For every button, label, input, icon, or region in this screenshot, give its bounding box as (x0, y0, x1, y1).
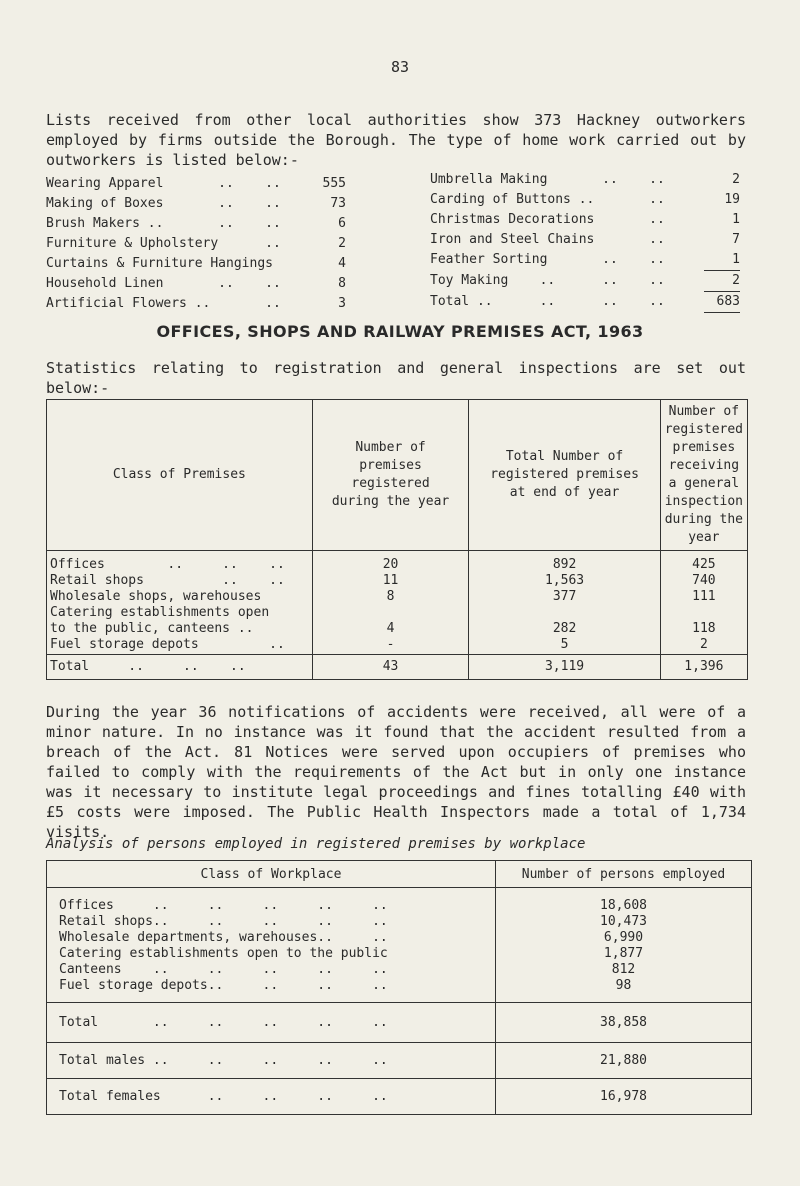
work-type: Total .. .. .. .. (430, 294, 665, 309)
cell (312, 604, 469, 620)
cell: 5 (469, 636, 660, 654)
cell: 18,608 (600, 898, 647, 913)
cell: 11 (312, 572, 469, 588)
work-type: Furniture & Upholstery .. (46, 236, 281, 251)
table-row (47, 572, 748, 588)
work-type: Iron and Steel Chains .. (430, 232, 665, 247)
table-females-row (47, 1079, 752, 1115)
row-label: Total males .. .. .. .. .. (47, 1043, 496, 1079)
row-label: Retail shops .. .. (50, 572, 285, 588)
cell: 892 (469, 551, 660, 573)
intro-paragraph: Lists received from other local authorities show 373 Hackney outworkers employed by firms outside the Borough. The type of home work carried out by outworkers is listed below:- (46, 111, 746, 169)
page-number: 83 (390, 58, 410, 76)
work-count: 3 (338, 296, 346, 311)
work-count: 8 (338, 276, 346, 291)
premises-table (46, 399, 748, 680)
work-count: 2 (732, 172, 740, 187)
list-item (430, 230, 740, 250)
workplace-table (46, 860, 752, 1115)
work-count: 555 (322, 176, 346, 191)
row-label: Fuel storage depots .. (50, 637, 285, 653)
column-header: Number of registered premises receiving a general inspection during the year (660, 400, 747, 551)
work-count: 4 (338, 256, 346, 271)
work-type: Brush Makers .. .. .. (46, 216, 281, 231)
row-label: Offices .. .. .. .. .. (59, 898, 388, 913)
work-type: Umbrella Making .. .. (430, 172, 665, 187)
cell: 20 (312, 551, 469, 573)
list-item (430, 210, 740, 230)
cell: 740 (660, 572, 747, 588)
cell: 10,473 (600, 914, 647, 929)
row-label: Catering establishments open to the public (59, 946, 388, 961)
table-row (47, 551, 748, 573)
work-count: 73 (330, 196, 346, 211)
list-item (46, 214, 346, 234)
list-item (430, 250, 740, 271)
cell: 282 (469, 620, 660, 636)
cell: 8 (312, 588, 469, 604)
column-header: Class of Premises (47, 400, 313, 551)
list-item (46, 234, 346, 254)
cell: 118 (660, 620, 747, 636)
table-total-row (47, 654, 748, 679)
work-type: Wearing Apparel .. .. (46, 176, 281, 191)
list-item (46, 174, 346, 194)
work-type: Toy Making .. .. .. (430, 273, 665, 288)
table-males-row (47, 1043, 752, 1079)
work-count: 6 (338, 216, 346, 231)
cell: 21,880 (496, 1043, 752, 1079)
row-label: Total .. .. .. .. .. (47, 1003, 496, 1043)
column-header: Total Number of registered premises at end of year (469, 400, 660, 551)
cell: - (312, 636, 469, 654)
table-row (47, 620, 748, 636)
row-label: Retail shops.. .. .. .. .. (59, 914, 388, 929)
cell (469, 604, 660, 620)
cell: 43 (312, 654, 469, 679)
table-row (47, 604, 748, 620)
list-item (46, 194, 346, 214)
work-type: Feather Sorting .. .. (430, 252, 665, 267)
cell (660, 604, 747, 620)
work-count: 683 (704, 292, 740, 313)
work-list-left (46, 174, 346, 314)
work-count: 19 (724, 192, 740, 207)
cell: 4 (312, 620, 469, 636)
table-header-row (47, 400, 748, 551)
work-count: 7 (732, 232, 740, 247)
row-label: to the public, canteens .. (50, 620, 254, 636)
stats-intro: Statistics relating to registration and general inspections are set out below:- (46, 359, 746, 397)
list-item (430, 271, 740, 292)
row-label: Total .. .. .. (47, 654, 313, 679)
cell: 425 (660, 551, 747, 573)
column-header: Class of Workplace (47, 861, 496, 888)
table-header-row (47, 861, 752, 888)
work-type: Carding of Buttons .. .. (430, 192, 665, 207)
work-type: Christmas Decorations .. (430, 212, 665, 227)
row-label: Total females .. .. .. .. (47, 1079, 496, 1115)
column-header: Number of premises registered during the year (312, 400, 469, 551)
column-header: Number of persons employed (496, 861, 752, 888)
cell: 2 (660, 636, 747, 654)
cell: 3,119 (469, 654, 660, 679)
list-item (46, 254, 346, 274)
row-values (496, 888, 752, 1003)
work-count: 1 (704, 250, 740, 271)
cell: 38,858 (496, 1003, 752, 1043)
list-item (46, 274, 346, 294)
row-labels (47, 888, 496, 1003)
row-label: Catering establishments open (50, 604, 270, 620)
cell: 1,563 (469, 572, 660, 588)
list-item (46, 294, 346, 314)
work-type: Household Linen .. .. (46, 276, 281, 291)
accidents-paragraph: During the year 36 notifications of accidents were received, all were of a minor nature. In no instance was it found that the accident resulted from a breach of the Act. 81 Notices were served upon occupiers of premises who failed to comply with the requirements of the Act but in only one instance was it necessary to institute legal proceedings and fines totalling £40 with £5 costs were imposed. The Public Health Inspectors made a total of 1,734 visits. (46, 703, 746, 841)
work-count: 2 (338, 236, 346, 251)
cell: 377 (469, 588, 660, 604)
cell: 1,396 (660, 654, 747, 679)
row-label: Fuel storage depots.. .. .. .. (59, 978, 388, 993)
list-item-total (430, 292, 740, 313)
cell: 1,877 (603, 946, 644, 961)
row-label: Wholesale shops, warehouses (50, 588, 262, 604)
table-row (47, 636, 748, 654)
work-type: Curtains & Furniture Hangings (46, 256, 273, 271)
row-label: Wholesale departments, warehouses.. .. (59, 930, 388, 945)
table-row-group (47, 888, 752, 1003)
table-row (47, 588, 748, 604)
cell: 111 (660, 588, 747, 604)
work-list-right (430, 170, 740, 313)
row-label: Offices .. .. .. (50, 557, 285, 572)
work-type: Making of Boxes .. .. (46, 196, 281, 211)
cell: 6,990 (603, 930, 644, 945)
work-type: Artificial Flowers .. .. (46, 296, 281, 311)
cell: 812 (611, 962, 636, 977)
table-caption: Analysis of persons employed in registered premises by workplace (46, 836, 586, 852)
section-heading: OFFICES, SHOPS AND RAILWAY PREMISES ACT, 1963 (156, 322, 644, 341)
list-item (430, 190, 740, 210)
cell: 98 (615, 978, 632, 993)
cell: 16,978 (496, 1079, 752, 1115)
work-count: 2 (704, 271, 740, 292)
row-label: Canteens .. .. .. .. .. (59, 962, 388, 977)
table-total-row (47, 1003, 752, 1043)
list-item (430, 170, 740, 190)
work-count: 1 (732, 212, 740, 227)
